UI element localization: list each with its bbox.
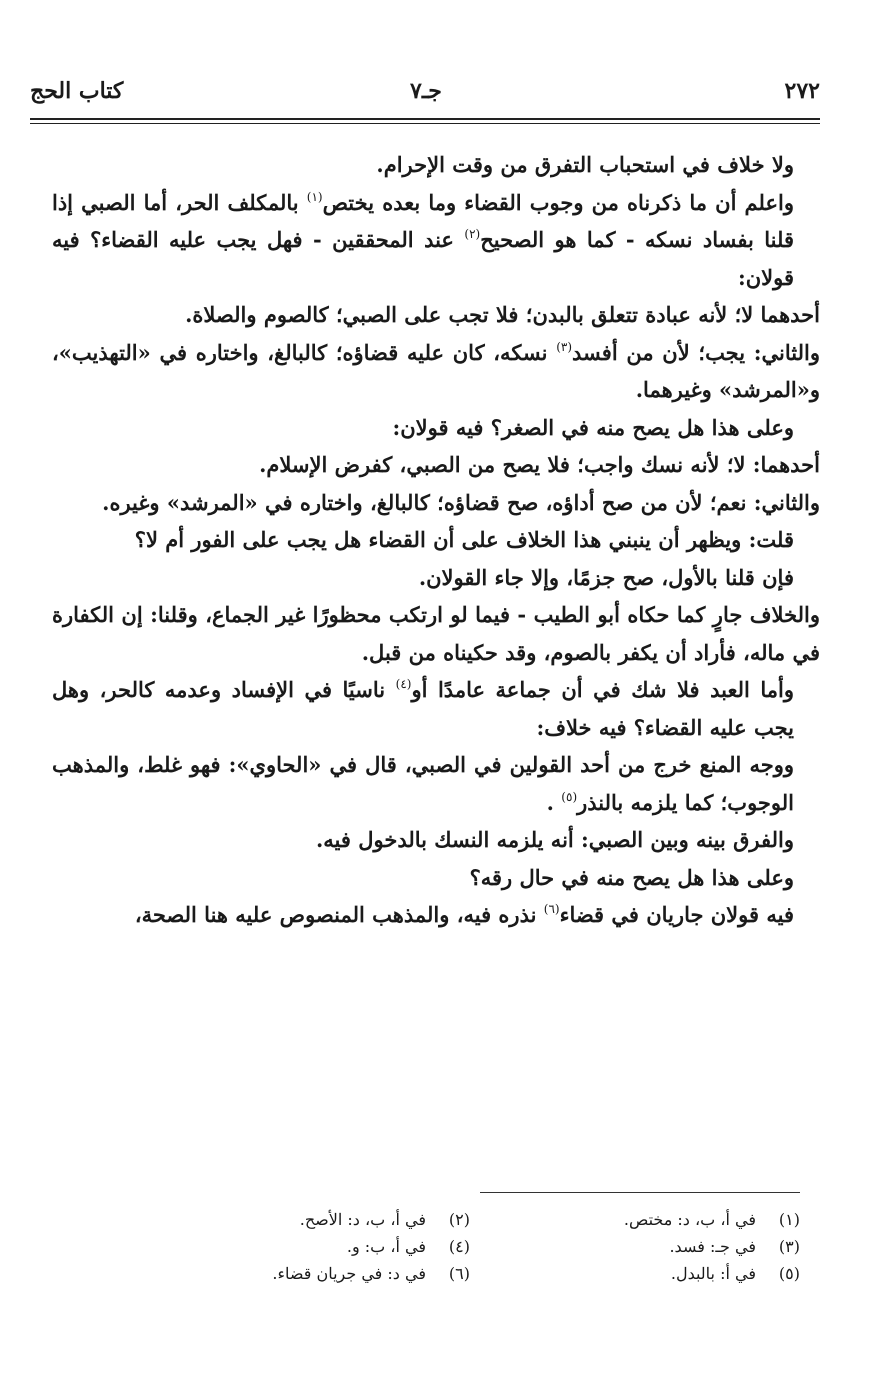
- paragraph: أحدهما لا؛ لأنه عبادة تتعلق بالبدن؛ فلا تجب على الصبي؛ كالصوم والصلاة.: [185, 302, 820, 327]
- paragraph: أحدهما: لا؛ لأنه نسك واجب؛ فلا يصح من الصبي، كفرض الإسلام.: [259, 452, 820, 477]
- footnote-text: في أ، ب، د: مختص.: [623, 1210, 756, 1229]
- paragraph: والثاني: نعم؛ لأن من صح أداؤه، صح قضاؤه؛ كالبالغ، واختاره في «المرشد» وغيره.: [102, 489, 820, 515]
- footnote: [140, 1206, 470, 1233]
- footnotes: [140, 1206, 800, 1287]
- footnote: [470, 1260, 800, 1287]
- paragraph: وأما العبد فلا شك في أن جماعة عامدًا أو$^{(٤)}$ ناسيًا في الإفساد وعدمه كالحر، وهل يجب عليه القضاء؟ فيه خلاف:: [52, 677, 794, 740]
- footnote-text: في أ، ب: و.: [346, 1237, 426, 1256]
- running-header: [30, 78, 820, 114]
- footnote-marker: (٦): [543, 902, 560, 916]
- footnote-number: (٥): [778, 1264, 800, 1283]
- footnote-marker: (٤): [395, 677, 412, 691]
- footnote-marker: (٥): [561, 789, 578, 804]
- paragraph: قلت: ويظهر أن ينبني هذا الخلاف على أن القضاء هل يجب على الفور أم لا؟: [134, 527, 794, 552]
- header-rule-thick: [30, 118, 820, 120]
- footnote-marker: (٣): [556, 339, 573, 354]
- footnote-text: في أ: بالبدل.: [670, 1264, 756, 1283]
- paragraph: والفرق بينه وبين الصبي: أنه يلزمه النسك بالدخول فيه.: [315, 827, 794, 852]
- paragraph: فيه قولان جاريان في قضاء$^{(٦)}$ نذره فيه، والمذهب المنصوص عليه هنا الصحة،: [134, 902, 794, 927]
- paragraph: ووجه المنع خرج من أحد القولين في الصبي، قال في «الحاوي»: فهو غلط، والمذهب الوجوب؛ كما يلزمه بالنذر$^{(٥)}$ .: [52, 752, 794, 815]
- paragraph: ولا خلاف في استحباب التفرق من وقت الإحرام.: [376, 152, 794, 177]
- footnote-text: في أ، ب، د: الأصح.: [299, 1210, 426, 1229]
- paragraph: وعلى هذا هل يصح منه في حال رقه؟: [469, 864, 794, 890]
- paragraph: وعلى هذا هل يصح منه في الصغر؟ فيه قولان:: [392, 414, 794, 440]
- main-text: [52, 146, 820, 934]
- footnote-separator: [480, 1192, 800, 1193]
- footnote: [140, 1233, 470, 1260]
- volume-label: جـ٧: [410, 78, 442, 104]
- footnote-marker: (١): [306, 189, 323, 204]
- paragraph: والخلاف جارٍ كما حكاه أبو الطيب - فيما لو ارتكب محظورًا غير الجماع، وقلنا: إن الكفارة في ماله، فأراد أن يكفر بالصوم، وقد حكيناه من قبل.: [52, 602, 820, 665]
- footnote-marker: (٢): [464, 227, 481, 241]
- page-number: ٢٧٢: [784, 78, 820, 104]
- paragraph: والثاني: يجب؛ لأن من أفسد$^{(٣)}$ نسكه، كان عليه قضاؤه؛ كالبالغ، واختاره في «التهذيب»، و«المرشد» وغيرهما.: [52, 339, 820, 402]
- footnote-number: (٣): [778, 1237, 800, 1256]
- footnote-number: (١): [778, 1210, 800, 1229]
- paragraph: واعلم أن ما ذكرناه من وجوب القضاء وما بعده يختص$^{(١)}$ بالمكلف الحر، أما الصبي إذا قلنا بفساد نسكه - كما هو الصحيح$^{(٢)}$ عند المحققين - فهل يجب عليه القضاء؟ فيه قولان:: [52, 189, 795, 290]
- footnote-number: (٦): [448, 1264, 470, 1283]
- paragraph: فإن قلنا بالأول، صح جزمًا، وإلا جاء القولان.: [418, 564, 794, 590]
- footnote-row: [140, 1206, 800, 1233]
- footnote: [470, 1206, 800, 1233]
- footnote: [140, 1260, 470, 1287]
- footnote-text: في د: في جريان قضاء.: [272, 1264, 426, 1283]
- footnote-row: [140, 1260, 800, 1287]
- footnote-row: [140, 1233, 800, 1260]
- header-rule-thin: [30, 123, 820, 124]
- book-title: كتاب الحج: [30, 78, 124, 104]
- footnote-number: (٢): [448, 1210, 470, 1229]
- footnote-number: (٤): [448, 1237, 470, 1256]
- footnote: [470, 1233, 800, 1260]
- footnote-text: في جـ: فسد.: [669, 1237, 756, 1256]
